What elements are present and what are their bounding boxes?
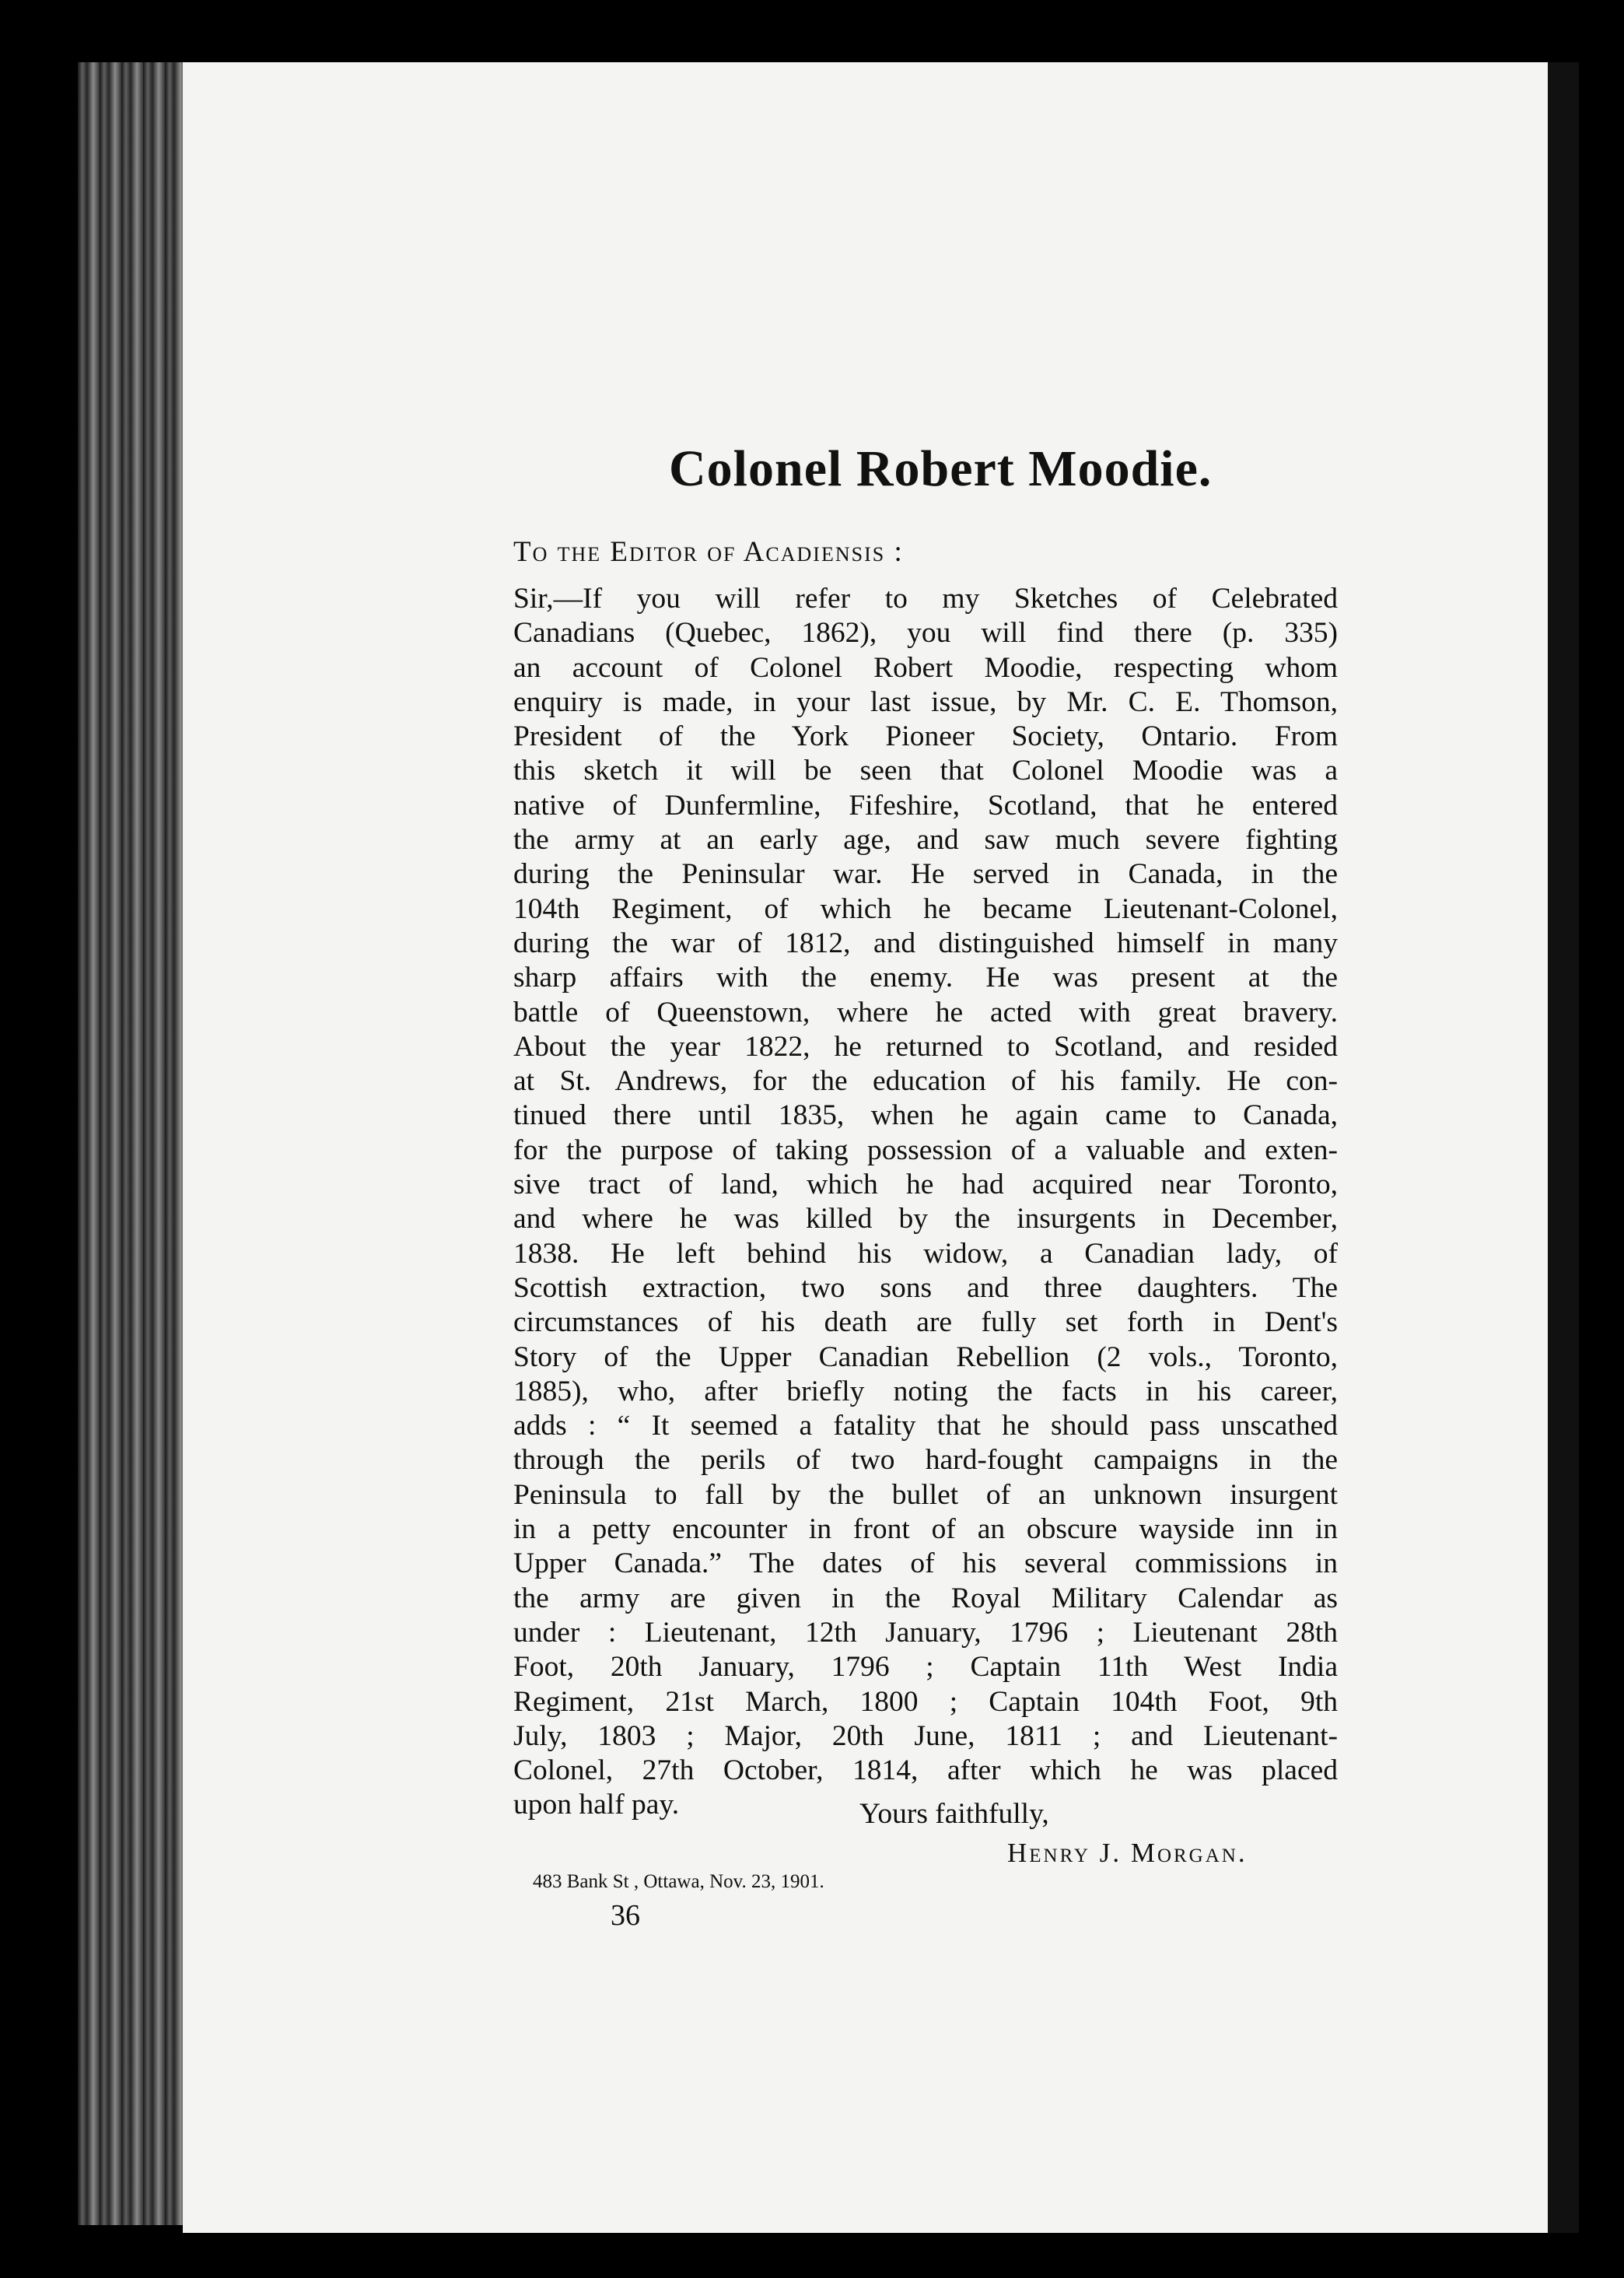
body-line: the army at an early age, and saw much severe fighting bbox=[513, 824, 1338, 857]
body-line: Sir,—If you will refer to my Sketches of Celebrated bbox=[513, 583, 1338, 615]
body-line: through the perils of two hard-fought campaigns in the bbox=[513, 1444, 1338, 1477]
body-line: 1838. He left behind his widow, a Canadian lady, of bbox=[513, 1237, 1338, 1270]
body-line: and where he was killed by the insurgents in December, bbox=[513, 1203, 1338, 1235]
salutation: To the Editor of Acadiensis : bbox=[513, 536, 904, 568]
body-line: About the year 1822, he returned to Scotland, and resided bbox=[513, 1030, 1338, 1063]
body-line: this sketch it will be seen that Colonel Moodie was a bbox=[513, 755, 1338, 787]
body-line: 104th Regiment, of which he became Lieutenant-Colonel, bbox=[513, 892, 1338, 925]
page-number: 36 bbox=[611, 1899, 640, 1932]
article-title: Colonel Robert Moodie. bbox=[669, 440, 1213, 497]
body-line: upon half pay. bbox=[513, 1789, 680, 1821]
body-line: for the purpose of taking possession of a valuable and exten- bbox=[513, 1134, 1338, 1166]
page-right-edge bbox=[1548, 62, 1579, 2233]
body-line: sharp affairs with the enemy. He was present at the bbox=[513, 962, 1338, 994]
body-line: native of Dunfermline, Fifeshire, Scotland, that he entered bbox=[513, 789, 1338, 822]
signature: Henry J. Morgan. bbox=[1007, 1838, 1248, 1868]
body-line: Peninsula to fall by the bullet of an unknown insurgent bbox=[513, 1478, 1338, 1511]
body-line: Colonel, 27th October, 1814, after which he was placed bbox=[513, 1754, 1338, 1787]
body-line: adds : “ It seemed a fatality that he should pass unscathed bbox=[513, 1410, 1338, 1442]
sender-address: 483 Bank St , Ottawa, Nov. 23, 1901. bbox=[533, 1871, 824, 1892]
body-line: Canadians (Quebec, 1862), you will find there (p. 335) bbox=[513, 617, 1338, 650]
body-line: tinued there until 1835, when he again came to Canada, bbox=[513, 1099, 1338, 1132]
signoff: Yours faithfully, bbox=[859, 1798, 1049, 1830]
body-line: the army are given in the Royal Military Calendar as bbox=[513, 1582, 1338, 1614]
body-line: Story of the Upper Canadian Rebellion (2 vols., Toronto, bbox=[513, 1341, 1338, 1373]
body-line: July, 1803 ; Major, 20th June, 1811 ; and Lieutenant- bbox=[513, 1719, 1338, 1752]
book-binding-gutter bbox=[78, 62, 194, 2225]
article-body bbox=[513, 582, 1338, 1823]
body-line: battle of Queenstown, where he acted with great bravery. bbox=[513, 996, 1338, 1029]
body-line: Upper Canada.” The dates of his several commissions in bbox=[513, 1547, 1338, 1580]
body-line: sive tract of land, which he had acquired near Toronto, bbox=[513, 1169, 1338, 1201]
body-line: at St. Andrews, for the education of his family. He con- bbox=[513, 1065, 1338, 1098]
body-line: an account of Colonel Robert Moodie, respecting whom bbox=[513, 651, 1338, 684]
body-line: in a petty encounter in front of an obscure wayside inn in bbox=[513, 1513, 1338, 1546]
body-line: during the war of 1812, and distinguished himself in many bbox=[513, 927, 1338, 959]
body-line: Foot, 20th January, 1796 ; Captain 11th West India bbox=[513, 1651, 1338, 1684]
body-line: 1885), who, after briefly noting the facts in his career, bbox=[513, 1375, 1338, 1407]
body-line: under : Lieutenant, 12th January, 1796 ; Lieutenant 28th bbox=[513, 1616, 1338, 1649]
body-line: Scottish extraction, two sons and three daughters. The bbox=[513, 1271, 1338, 1304]
body-line: during the Peninsular war. He served in Canada, in the bbox=[513, 858, 1338, 891]
body-line: Regiment, 21st March, 1800 ; Captain 104th Foot, 9th bbox=[513, 1685, 1338, 1718]
body-line: President of the York Pioneer Society, Ontario. From bbox=[513, 720, 1338, 753]
body-line: circumstances of his death are fully set forth in Dent's bbox=[513, 1306, 1338, 1339]
body-line: enquiry is made, in your last issue, by Mr. C. E. Thomson, bbox=[513, 685, 1338, 718]
